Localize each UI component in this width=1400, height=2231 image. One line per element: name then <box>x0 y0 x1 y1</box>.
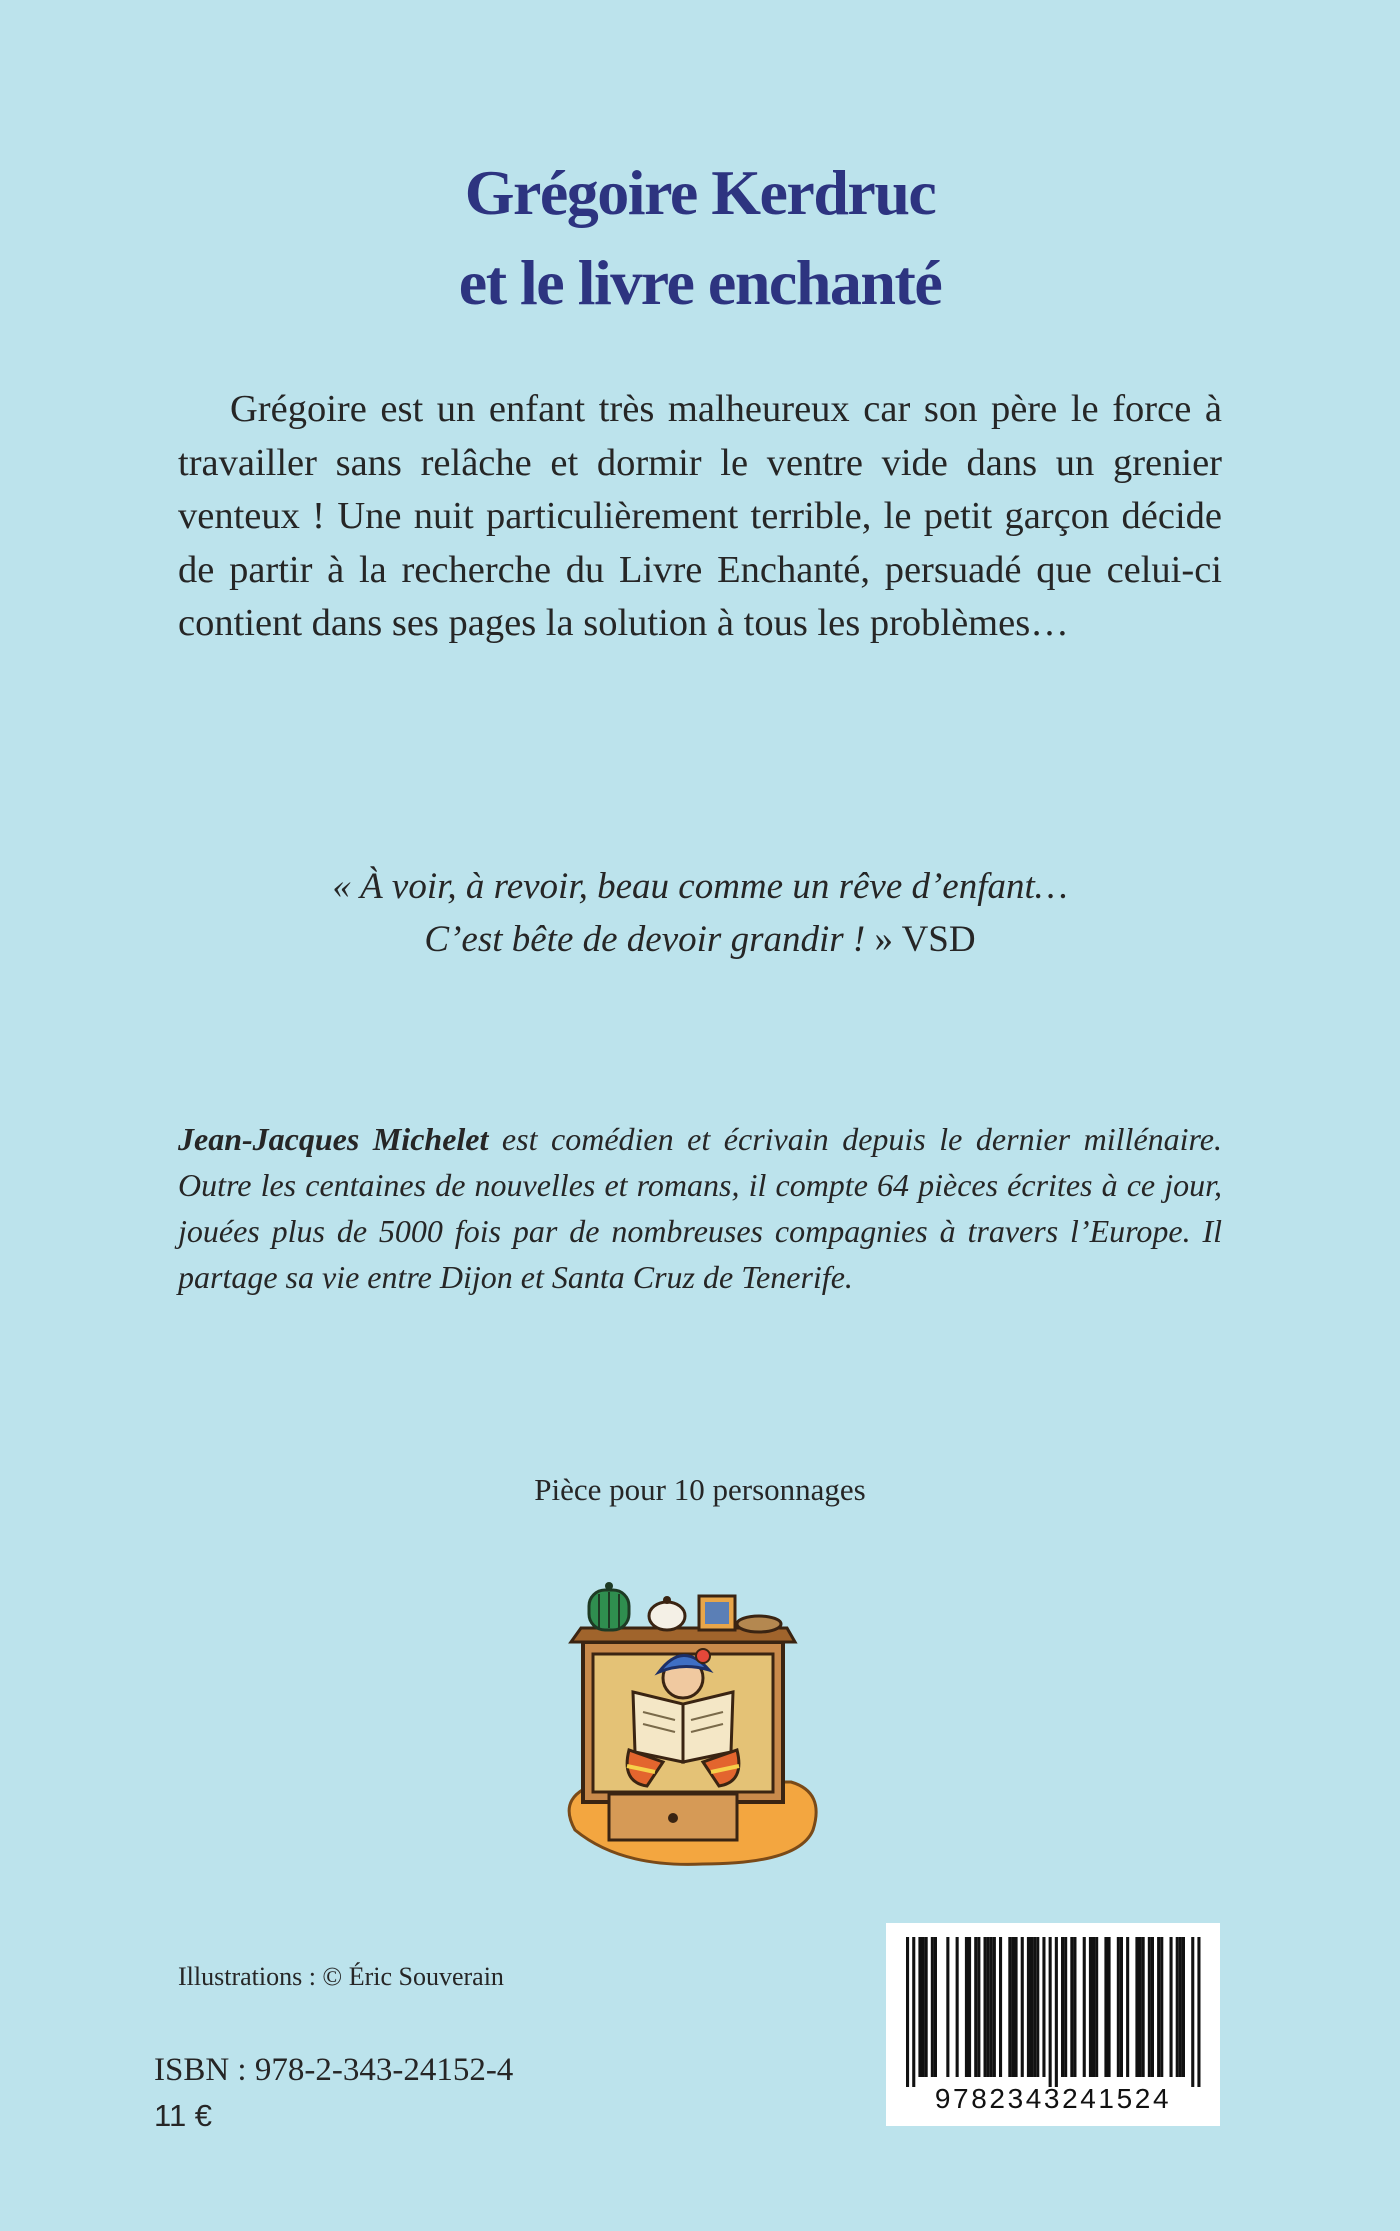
barcode-bar <box>1182 1937 1185 2077</box>
author-name: Jean-Jacques Michelet <box>178 1121 489 1157</box>
press-quote-source: » VSD <box>865 919 976 960</box>
barcode-bar <box>1015 1937 1018 2077</box>
barcode-bar <box>918 1937 921 2077</box>
barcode-bar <box>912 1937 915 2087</box>
isbn-number: ISBN : 978-2-343-24152-4 <box>154 2052 514 2088</box>
barcode-bar <box>931 1937 934 2077</box>
barcode-bar <box>965 1937 968 2077</box>
press-quote-text: C’est bête de devoir grandir ! <box>424 919 866 960</box>
illustration-credit: Illustrations : © Éric Souverain <box>178 1962 504 1991</box>
barcode-bar <box>1021 1937 1024 2077</box>
barcode-bar <box>1151 1937 1154 2077</box>
barcode-bar <box>1104 1937 1107 2077</box>
barcode-bar <box>1179 1937 1182 2077</box>
barcode-bar <box>1036 1937 1039 2077</box>
barcode-bar <box>984 1937 987 2077</box>
barcode-bar <box>1030 1937 1033 2077</box>
barcode-bar <box>977 1937 980 2077</box>
isbn-barcode <box>886 1923 1220 2126</box>
barcode-bar <box>1070 1937 1073 2077</box>
book-title-line-1: Grégoire Kerdruc <box>464 157 936 228</box>
author-bio-text: est comédien et écrivain depuis le dernier millénaire. Outre les centaines de nouvelles et romans, il compte 64 pièces écrites à ce jour, jouées plus de 5000 fois par de nombreuses compagnies à travers l’Europe. Il partage sa vie entre Dijon et Santa Cruz de Tenerife. <box>178 1121 1223 1295</box>
barcode-bar <box>1191 1937 1194 2087</box>
author-bio <box>178 1116 1222 1300</box>
press-quote <box>0 860 1400 966</box>
barcode-bar <box>1108 1937 1111 2077</box>
barcode-bar <box>1126 1937 1129 2077</box>
barcode-bar <box>968 1937 971 2077</box>
barcode-bar <box>1073 1937 1076 2077</box>
cast-size-note: Pièce pour 10 personnages <box>534 1472 866 1507</box>
barcode-bar <box>1176 1937 1179 2077</box>
barcode-bar <box>1095 1937 1098 2077</box>
barcode-bar <box>934 1937 937 2077</box>
barcode-bar <box>1157 1937 1160 2077</box>
press-quote-line-2 <box>0 913 1400 966</box>
barcode-bar <box>999 1937 1002 2077</box>
barcode-bar <box>1120 1937 1123 2077</box>
barcode-bar <box>925 1937 928 2077</box>
press-quote-line-1: « À voir, à revoir, beau comme un rêve d’enfant… <box>332 866 1068 907</box>
barcode-bar <box>956 1937 959 2077</box>
barcode-bar <box>1083 1937 1086 2077</box>
boy-reading-book-illustration <box>563 1582 823 1874</box>
barcode-bar <box>1135 1937 1138 2077</box>
barcode-bar <box>946 1937 949 2077</box>
barcode-bar <box>1160 1937 1163 2077</box>
barcode-bar <box>1033 1937 1036 2077</box>
barcode-bar <box>1197 1937 1200 2087</box>
barcode-bar <box>974 1937 977 2077</box>
book-title-line-2: et le livre enchanté <box>458 247 942 318</box>
barcode-bar <box>1042 1937 1045 2077</box>
barcode-bar <box>1148 1937 1151 2077</box>
barcode-bar <box>1139 1937 1142 2077</box>
barcode-bar <box>1055 1937 1058 2087</box>
barcode-bar <box>993 1937 996 2077</box>
barcode-bar <box>1092 1937 1095 2077</box>
barcode-bar <box>990 1937 993 2077</box>
barcode-bar <box>987 1937 990 2077</box>
barcode-bar <box>1064 1937 1067 2077</box>
barcode-bar <box>1117 1937 1120 2077</box>
barcode-bar <box>906 1937 909 2087</box>
price-label: 11 € <box>154 2098 213 2133</box>
barcode-bar <box>1011 1937 1014 2077</box>
synopsis-paragraph: Grégoire est un enfant très malheureux car son père le force à travailler sans relâche et dormir le ventre vide dans un grenier venteux ! Une nuit particulièrement terrible, le petit garçon décide de partir à la recherche du Livre Enchanté, persuadé que celui-ci contient dans ses pages la solution à tous les problèmes… <box>178 388 1222 644</box>
barcode-bar <box>1049 1937 1052 2087</box>
barcode-bar <box>1061 1937 1064 2077</box>
barcode-bar <box>1170 1937 1173 2077</box>
barcode-bar <box>922 1937 925 2077</box>
barcode-bar <box>1142 1937 1145 2077</box>
barcode-bar <box>1008 1937 1011 2077</box>
barcode-digits: 9782343241524 <box>934 2083 1172 2114</box>
barcode-bar <box>1027 1937 1030 2077</box>
book-title <box>0 148 1400 328</box>
barcode-bar <box>1089 1937 1092 2077</box>
